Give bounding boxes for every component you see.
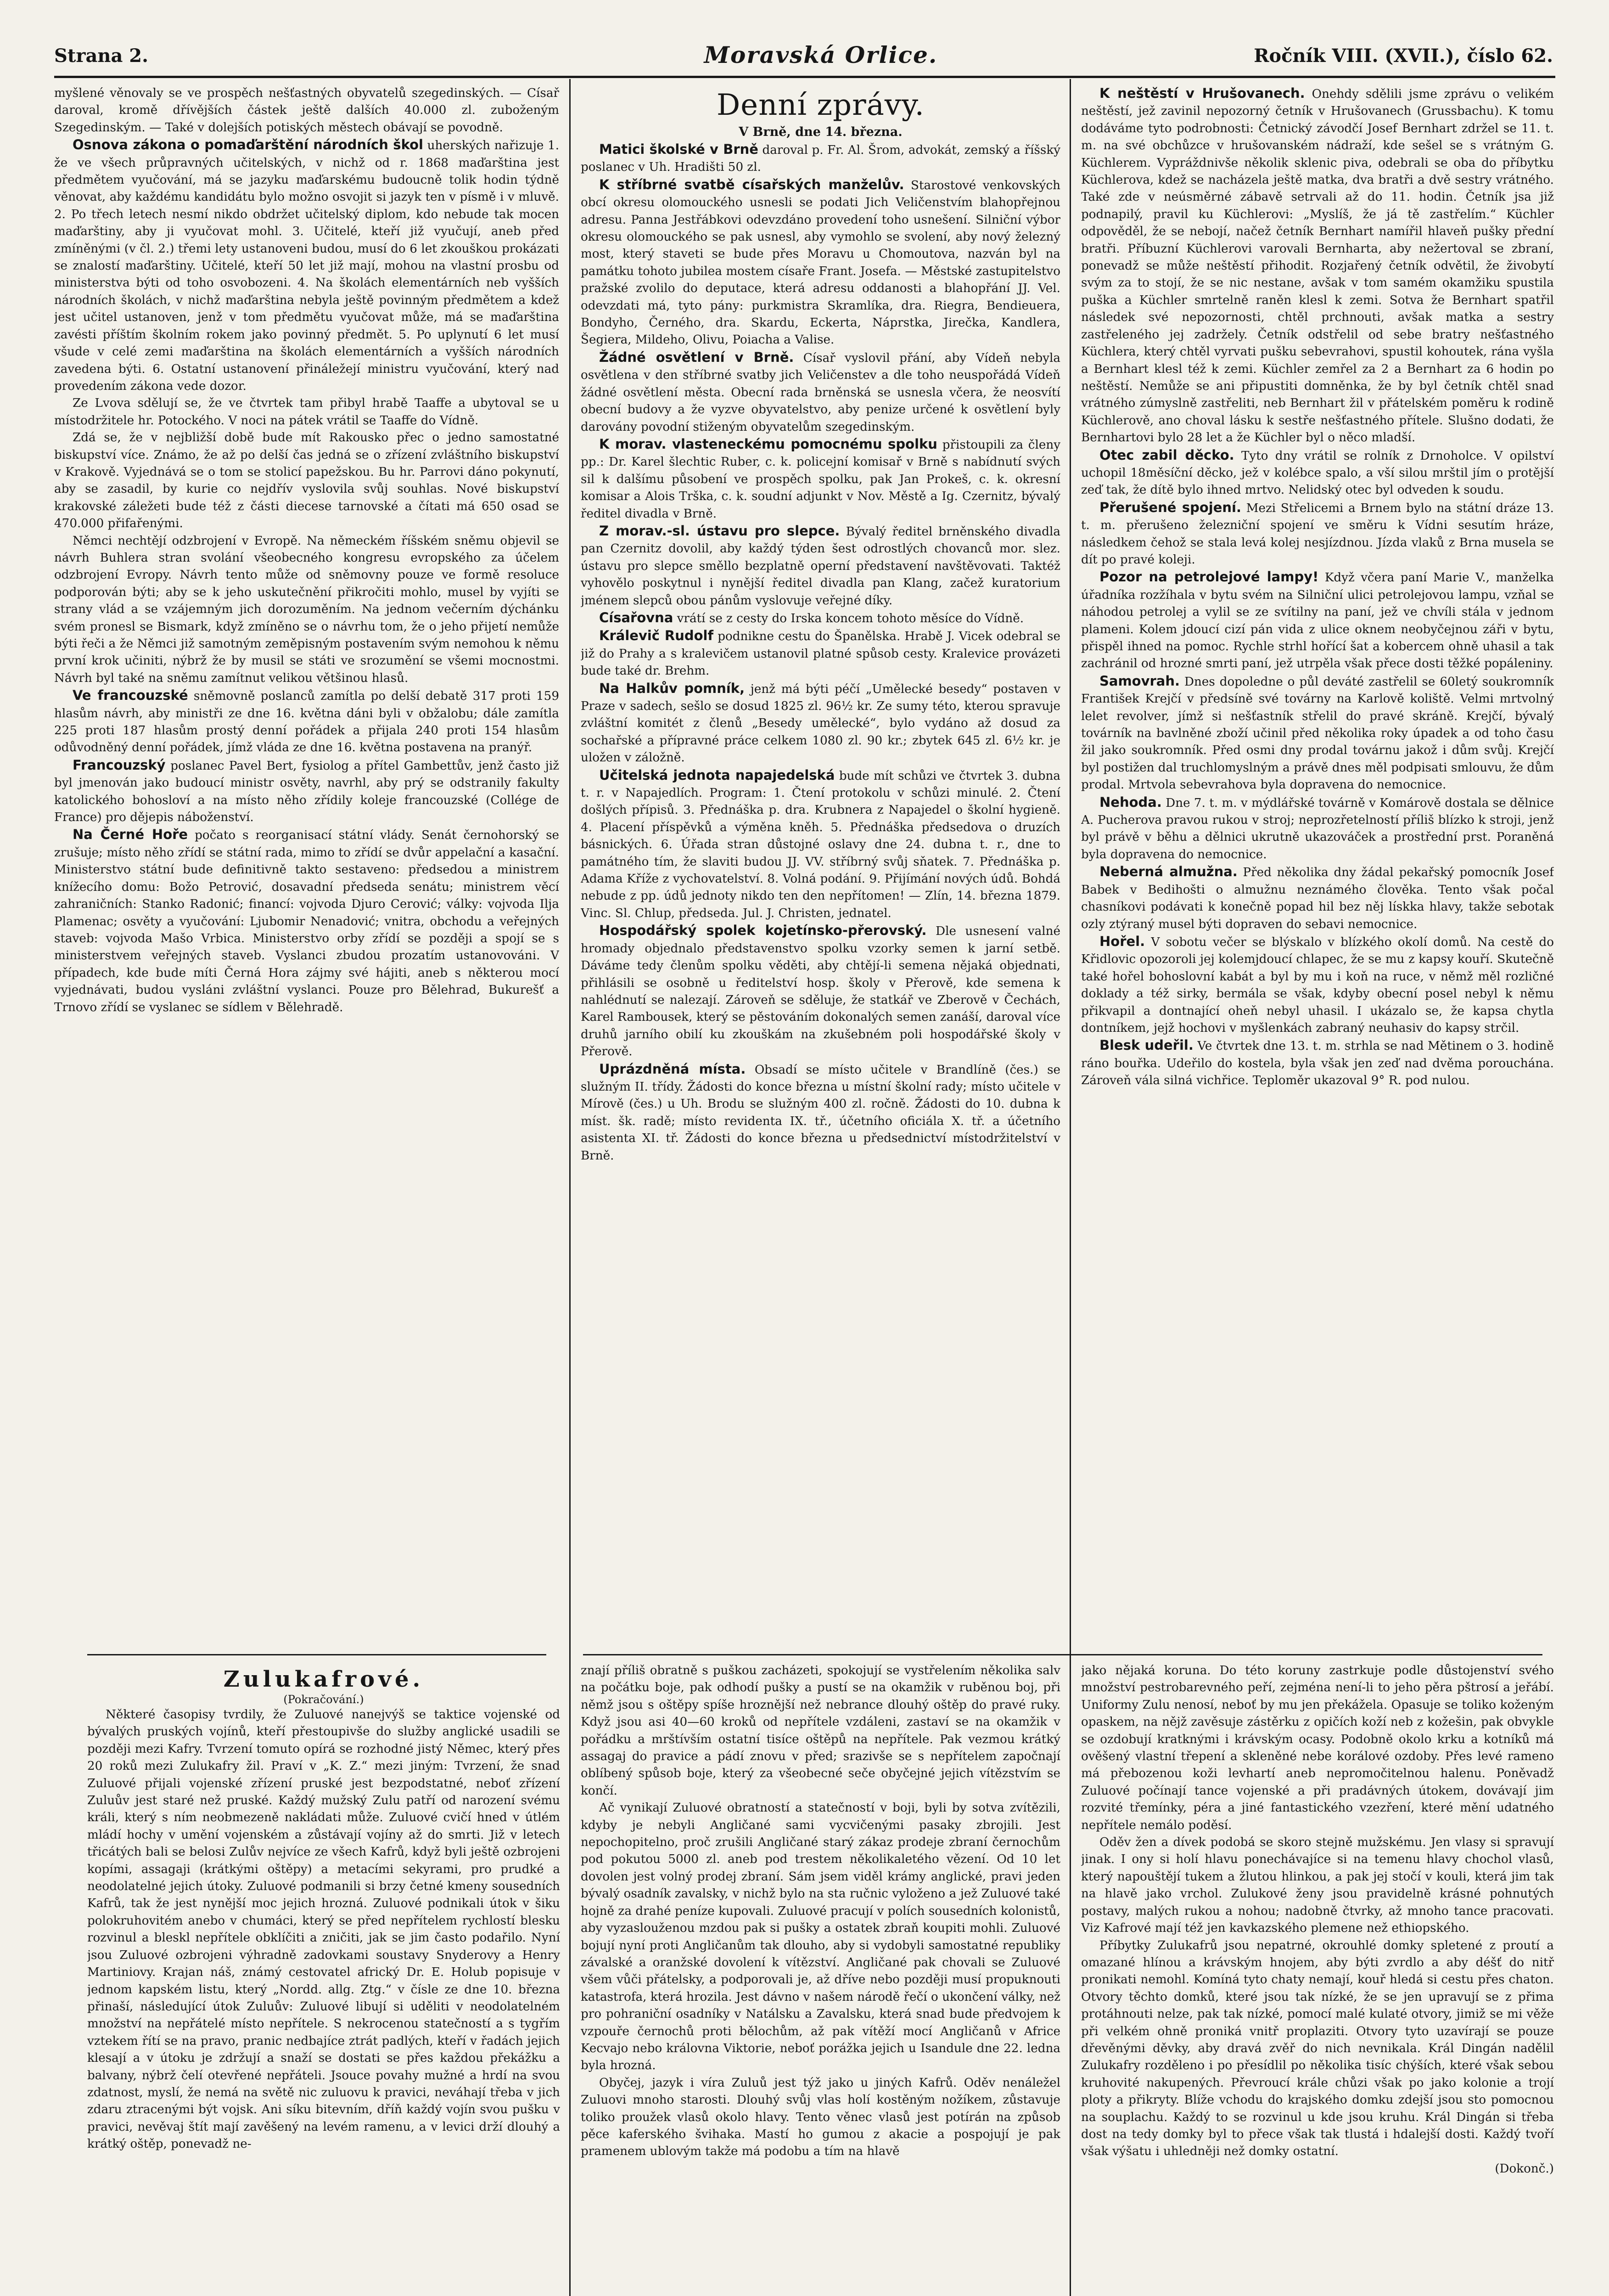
article-headline: Císařovna	[599, 609, 673, 625]
article-paragraph	[1081, 499, 1554, 569]
article-text: bude mít schůzi ve čtvrtek 3. dubna t. r. v Napajedlích. Program: 1. Čtení protokolu v schůzi minulé. 2. Čtení došlých přípisů. 3. Přednáška p. dra. Krubnera z Napajedel o školní hygieně. 4. Placení příspěvků a výměna kněh. 5. Přednáška předsedova o druzích básnických. 6. Úřada stran důstojné oslavy dne 24. dubna t. r., dne to památného tím, že slaviti budou JJ. VV. stříbrný svůj sňatek. 7. Přednáška p. Adama Kříže z vychovatelství. 8. Volná podání. 9. Přijímání nových údů. Bohdá nebude z pp. údů jednoty nikdo ten den nepřítomen! — Zlín, 14. března 1879. Vinc. Sl. Chlup, předseda. Jul. J. Christen, jednatel.	[581, 769, 1060, 920]
article-headline: Otec zabil děcko.	[1099, 447, 1234, 463]
article-headline: Francouzský	[73, 757, 166, 773]
article-text: Ze Lvova sdělují se, že ve čtvrtek tam přibyl hrabě Taaffe a ubytoval se u místodržitele hr. Potockého. V noci na pátek vrátil se Taaffe do Vídně.	[54, 396, 559, 428]
header-rule	[54, 76, 1555, 78]
article-headline: Hořel.	[1099, 933, 1145, 949]
article-paragraph	[581, 609, 1060, 627]
article-text: Zdá se, že v nejbližší době bude mít Rakousko přec o jedno samostatné biskupství více. Známo, že až po delší čas jedná se o zřízení zvláštního biskupství v Krakově. Vyjednává se o tom se stolicí papežskou. Bu hr. Parrovi dáno pokynutí, aby se zasadil, by kurie co nejdřív vyslovila svůj souhlas. Nové biskupství krakovské záležeti bude též z části diecese tarnovské a čítati má 650 osad se 470.000 přifařenými.	[54, 431, 559, 531]
column-politics	[54, 85, 559, 1646]
article-text: Císař vyslovil přání, aby Vídeň nebyla osvětlena v den stříbrné svatby jich Veličenstev a dle toho neuspořádá Vídeň žádné osvětlení města. Obecní rada brněnská se usnesla včera, že neosvítí obecní budovy a že vyzve obyvatelstvo, aby penize určené k osvětlení byly darovány povodní stiženým obyvatelům szegedinským.	[581, 351, 1060, 434]
article-paragraph	[581, 922, 1060, 1060]
article-headline: Hospodářský spolek kojetínsko-přerovský.	[599, 923, 927, 939]
feuilleton-paragraph: Ač vynikají Zuluové obratností a statečností v boji, byli by sotva zvítězili, kdyby je nebyli Angličané sami vycvičenými pasaky zbrojili. Jest nepochopitelno, proč zrušili Angličané starý zákaz prodeje zbraní černochům pod pokutou 5000 zl. aneb pod trestem několikaletého vězení. Od 10 let dovolen jest volný prodej zbraní. Sám jsem viděl krámy anglické, pravi jeden bývalý osadník zavalsky, v nichž bylo na sta ručnic vyloženo a jež Zuluové také hojně za drahé peníze kupovali. Zuluové pracují v polích sousedních kolonistů, aby vyzaslouženou mzdou pak si pušky a ostatek zbraň koupiti mohli. Zuluové bojují nyní proti Angličanům tak dlouho, aby si vydobyli samostatné republiky závalské a oranžské dovolení k vítězství. Angličané pak chovali se Zuluové všem vůči přátelsky, a podporovali je, až dříve nebo později musí propuknouti katastrofa, která hrozila. Jest dávno v našem národě řečí o ukončení války, než pro pohraniční osadníky v Natálsku a Zavalsku, která snad bude předvojem k vzpouře černochů proti bělochům, až pak vítěží mocí Angličanů v Africe Kecvajo nebo královna Viktorie, neboť porážka jejich u Isandule dne 22. ledna byla hrozná.	[581, 1801, 1060, 2073]
article-headline: Na Černé Hoře	[73, 827, 188, 843]
article-text: sněmovně poslanců zamítla po delší debatě 317 proti 159 hlasům návrh, aby ministři ze dne 16. května dáni byli v obžalobu; dále zamítla 225 proti 187 hlasům prostý denní pořádek a přijala 240 proti 154 hlasům odůvodněný denní pořádek, jímž vláda ze dne 16. května postavena na pranýř.	[54, 689, 559, 755]
page-number: Strana 2.	[54, 45, 149, 67]
article-text: Dne 7. t. m. v mýdlářské továrně v Komárově dostala se dělnice A. Pucherova pravou rukou v stroj; neprozřetelností příliš blízko k stroji, jenž byl právě v běhu a dělnici ukrutně ukazováček a prostřední prst. Poraněná byla dopravena do nemocnice.	[1081, 796, 1554, 861]
article-paragraph	[1081, 863, 1554, 933]
article-text: Bývalý ředitel brněnského divadla pan Czernitz dovolil, aby každý týden šest odrostlých chovanců mor. slez. ústavu pro slepce směllo bezplatně operní představení navštěvovati. Taktéž vyhovělo poskytnul i nynější ředitel divadla pan Klang, začež kuratorium jménem slepců obou pánům vyslovuje veřejné díky.	[581, 524, 1060, 608]
article-text: Dle usnesení valné hromady objednalo představenstvo spolku vzorky semen k jarní setbě. Dáváme tedy členům spolku věděti, aby chtějí-li semena nějaká objednati, přihlásili se osobně u ředitelství hosp. školy v Přerově, kde semena k nahlédnutí se nalezají. Zároveň se sděluje, že statkář ve Zberově v Čechách, Karel Rambousek, který se pěstováním dokonalých semen zanáší, daroval více druhů jarního obilí ku zkouškám na zkušebném poli hospodářské školy v Přerově.	[581, 924, 1060, 1059]
article-headline: Přerušené spojení.	[1099, 499, 1242, 515]
article-paragraph	[581, 523, 1060, 609]
feuilleton-column-1	[87, 1662, 560, 2296]
article-paragraph	[581, 627, 1060, 680]
article-paragraph	[581, 141, 1060, 176]
column-rule-1	[569, 79, 571, 2296]
article-headline: Samovrah.	[1099, 673, 1180, 689]
article-text: Tyto dny vrátil se rolník z Drnoholce. V opilství uchopil 18měsíční děcko, jež v kolébce spalo, a vší silou mrštil jím o protější zeď tak, že dítě bylo ihned mrtvo. Nelidský otec byl odveden k soudu.	[1081, 449, 1554, 497]
article-text: Když včera paní Marie V., manželka úřadníka rozžíhala v bytu svém na Silniční ulici petrolejovou lampu, vzňal se náhodou petrolej a vylil se ze svítilny na paní, jež ve chvíli stála v jednom plameni. Kolem jdoucí cizí pán vida z ulice oknem neobyčejnou záři v bytu, přispěl ihned na pomoc. Rychle strhl hořící šat a kobercem ohně uhasil a tak zachránil od hrozné smrti paní, jež utrpěla však přece dosti těžké popáleniny.	[1081, 571, 1554, 671]
feuilleton-title: Zulukafrové.	[223, 1666, 424, 1692]
article-text: daroval p. Fr. Al. Šrom, advokát, zemský a říšský poslanec v Uh. Hradišti 50 zl.	[581, 143, 1060, 174]
feuilleton-paragraph: Obyčej, jazyk i víra Zuluů jest týž jako u jiných Kafrů. Oděv nenáležel Zuluovi mnoho starosti. Dlouhý svůj vlas holí kostěným nožíkem, zůstavuje toliko proužek vlasů okolo hlavy. Tento věnec vlasů jest potírán na způsob pěce kaferského švihaka. Mastí ho gumou z akacie a pospojují je pak pramenem ublovým takže má podobu a tím na hlavě	[581, 2076, 1060, 2159]
article-text: Mezi Střelicemi a Brnem bylo na státní dráze 13. t. m. přerušeno železniční spojení ve směru k Vídni sesutím hráze, následkem čehož se stala levá kolej nesjízdnou. Jízda vlaků z Brna musela se dít po pravé koleji.	[1081, 501, 1554, 567]
feuilleton-paragraph: jako nějaká koruna. Do této koruny zastrkuje podle důstojenství svého množství pestrobarevného peří, zejména není-li to jeho pěra pštrosí a jeřábí. Uniformy Zulu nenosí, neboť by mu jen překážela. Opasuje se toliko koženým opaskem, na nějž zavěsuje zástěrku z opičích koží neb z kožešin, pak obvykle se ozdobují kratknými i krávským ocasy. Podobně okolo krku a kotníků má ověšený vlastní třepení a skleněné nebe korálové ozdoby. Přes levé rameno má přebozenou koži levhartí aneb nepromočitelnou halenu. Poněvadž Zuluové počínají tance vojenské a při pradávných útokem, dovávají jim rozvité třemínky, péra a jiné fantastického vzezření, které mění udatného nepřítele nemálo poděsí.	[1081, 1664, 1554, 1832]
article-headline: Matici školské v Brně	[599, 141, 758, 157]
article-text: Němci nechtějí odzbrojení v Evropě. Na německém říšském sněmu objevil se návrh Buhlera stran svolání všeobecného kongresu evropského za účelem odzbrojení Evropy. Návrh tento může od sněmovny pouze ve formě resoluce podporován býti; aby se k jeho uskutečnění přikročiti mohlo, musel by vyjíti se strany vlád a se vzájemným jich dorozuměním. Na jednom večerním dýchánku svém pronesl se Bismark, když zmíněno se o návrhu tom, že o jeho přijetí nemůže býti řeči a že Němci již samotným zeměpisným postavením svým nemohou k němu první krok učiniti, nýbrž že by musil se státi ve srozumění se všemi mocnostmi. Návrh byl také na sněmu zamítnut velikou většinou hlasů.	[54, 534, 559, 685]
article-text: poslanec Pavel Bert, fysiolog a přítel Gambettův, jenž často již byl jmenován jako budoucí ministr osvěty, navrhl, aby prý se odstranily fakulty katolického bohosloví a na místo něho zřídily koleje francouzské (Collége de France) pro dějepis náboženství.	[54, 759, 559, 825]
article-paragraph	[54, 826, 559, 1016]
article-paragraph	[581, 176, 1060, 349]
article-text: Onehdy sdělili jsme zprávu o velikém neštěstí, jež zavinil nepozorný četník v Hrušovanech (Grussbachu). K tomu dodáváme tyto podrobnosti: Četnický závodčí Josef Bernhart zdržel se 11. t. m. na své obchůzce v hrušovanském nádraží, kde sešel se s vrátným G. Küchlerem. Vypráždnivše několik sklenic piva, odebrali se oba do příbytku Küchlerova, kdež se nacházela ještě matka, dva bratři a dvě sestry vrátného. Také zde v neúsměrné zábavě setrvali až do 11. hodin. Četník jsa již podnapilý, pravil ku Küchlerovi: „Myslíš, že já tě zastřelím.“ Küchler odpověděl, že se nebojí, načež četník Bernhart namířil hlaveň pušky přední bratři. Příbuzní Küchlerovi varovali Bernharta, aby nežertoval se zbraní, ponevadž se může neštěstí přihodit. Rozjařený četník odvětil, že živobytí svým za to stojí, že se nic nestane, avšak v tom samém okamžiku spustila puška a Küchler smrtelně raněn klesl k zemi. Sotva že Bernhart spatřil následek své nepozornosti, chtěl prchnouti, avšak matka a sestry zastřeleného jej zadržely. Četník odstřelil od sebe bratry nešťastného Küchlera, který chtěl vyrvati pušku sebevrahovi, spustil kohoutek, rána vyšla a Bernhart klesl též k zemi. Küchler zemřel za 2 a Bernhart za 6 hodin po neštěstí. Nemůže se ani připustiti domněnka, že by byl četník chtěl snad vrátného zúmyslně zastřeliti, neb Bernhart žil v přátelském poměru k rodině Küchlerově, ano choval lásku k sestře nešťastného přítele. Slušno dodati, že Bernhartovi bylo 28 let a že Küchler byl o něco mladší.	[1081, 87, 1554, 445]
article-headline: K morav. vlasteneckému pomocnému spolku	[599, 436, 937, 452]
article-text: jenž má býti péčí „Umělecké besedy“ postaven v Praze v sadech, sešlo se dosud 1825 zl. 96½ kr. Ze sumy této, kterou spravuje zvláštní komitét z členů „Besedy umělecké“, bylo vydáno až dosud za sochařské a přípravné práce celkem 1080 zl. 90 kr.; zbytek 645 zl. 6½ kr. je uložen v záložně.	[581, 682, 1060, 765]
article-paragraph	[581, 680, 1060, 767]
article-paragraph	[581, 436, 1060, 523]
article-text: přistoupili za členy pp.: Dr. Karel šlechtic Ruber, c. k. policejní komisař v Brně s nabídnutí svých sil k dalšímu působení ve prospěch spolku, pak Jan Prokeš, c. k. okresní komisar a Alois Trška, c. k. soudní adjunkt v Nov. Městě a Ig. Czernitz, bývalý ředitel divadla v Brně.	[581, 438, 1060, 521]
feuilleton-subtitle: (Pokračování.)	[283, 1693, 364, 1706]
section-title: Denní zprávy.	[716, 88, 925, 122]
article-text: myšlené věnovaly se ve prospěch nešťastných obyvatelů szegedinských. — Císař daroval, kromě dřívějších částek ještě dalších 40.000 zl. zuboženým Szegedinským. — Také v dolejších potiských městech obávají se povodně.	[54, 86, 559, 135]
article-text: Před několika dny žádal pekařský pomocník Josef Babek v Bedihošti o almužnu neznámého člověka. Tento však počal chasníkovi podávati k konečně popad hil bez něj lískka hlavy, takže sebotak ozly ztýraný musel býti dopraven do sebavi nemocnice.	[1081, 866, 1554, 931]
article-headline: Žádné osvětlení v Brně.	[599, 349, 794, 365]
article-paragraph	[54, 533, 559, 687]
article-headline: Králevič Rudolf	[599, 628, 714, 644]
article-headline: Pozor na petrolejové lampy!	[1099, 569, 1319, 585]
page-header	[54, 40, 1553, 73]
article-paragraph	[1081, 85, 1554, 447]
article-paragraph	[1081, 673, 1554, 794]
section-rule-top	[87, 1654, 546, 1655]
article-headline: Nehoda.	[1099, 794, 1162, 810]
article-paragraph	[1081, 568, 1554, 672]
article-paragraph	[54, 136, 559, 395]
article-headline: Neberná almužna.	[1099, 864, 1238, 880]
article-headline: Učitelská jednota napajedelská	[599, 767, 835, 783]
article-paragraph	[1081, 794, 1554, 864]
article-text: Dnes dopoledne o půl deváté zastřelil se 60letý soukromník František Krejčí v předsíně své továrny na Karlově koliště. Velmi mrtvolný lelet revolver, jímž si nešťastník střelil do pravé skráně. Krejčí, bývalý továrník na bavlněné zboží učinil před několika roky úpadek a od toho času žil jako soukromník. Před osmi dny prodal továrnu jakož i dům svůj. Krejčí byl postižen dal truchlomyslným a právě dnes měl podpisati smlouvu, že dům prodal. Mrtvola sebevrahova byla dopravena do nemocnice.	[1081, 675, 1554, 792]
article-text: Starostové venkovských obcí okresu olomouckého usnesli se podati Jich Veličenstvím blahopřejnou adresu. Panna Jestřábkovi odevzdáno provedení toho usnešení. Silniční výbor okresu olomouckého se pak usnesl, aby vymohlo se svolení, aby nový železný most, který staveti se bude přes Moravu u Chomoutova, nazván byl na památku tohoto jubilea mostem císaře Frant. Josefa. — Městské zastupitelstvo pražské zvolilo do deputace, která adresu oddanosti a blahopřání JJ. Vel. odevzdati má, tyto pány: purkmistra Skramlíka, dra. Riegra, Bendieuera, Bondyho, Černého, dra. Skardu, Eckerta, Náprstka, Jirečka, Kandlera, Šegiera, Mildeho, Olivu, Poiacha a Valise.	[581, 178, 1060, 347]
article-headline: Na Halkův pomník,	[599, 680, 745, 696]
article-text: Ve čtvrtek dne 13. t. m. strhla se nad Mětinem o 3. hodině ráno bouřka. Udeřilo do kostela, byla však jen zeď nad dvěma porouchána. Zároveň vála silná vichřice. Teploměr ukazoval 9° R. pod nulou.	[1081, 1039, 1554, 1088]
article-paragraph	[1081, 447, 1554, 499]
article-headline: K neštěstí v Hrušovanech.	[1099, 85, 1305, 101]
article-text: podnikne cestu do Španělska. Hrabě J. Vicek odebral se již do Prahy a s kralevičem ustanovil platné spůsob cesty. Kralevice provázeti bude také dr. Brehm.	[581, 630, 1060, 678]
feuilleton-paragraph: Oděv žen a dívek podobá se skoro stejně mužskému. Jen vlasy si spravují jinak. I ony si holí hlavu ponechávajíce si na temenu hlavy chochol vlasů, který napouštějí tukem a žlutou hlinkou, a pak jej stočí v kouli, která jim tak na hlavě jako vrchol. Zulukové ženy jsou pravidelně krásné pohnutých postavy, malých rukou a nohou; nadobně čtvrky, až mnoho tance pracovati. Viz Kafrové mají též jen kavkazského plemene než ethiopského.	[1081, 1835, 1554, 1936]
feuilleton-paragraph: znají příliš obratně s puškou zacházeti, spokojují se vystřelením několika salv na počátku boje, pak odhodí pušky a pustí se na okamžik v ruběnou boj, při němž jsou s oštěpy spíše hroznější než nebrance dlouhý oštěp do pravé ruky. Když jsou asi 40—60 kroků od nepřítele vzdáleni, zastaví se na okamžik v pořádku a mrštívším ostatní tisíce oštěpů na nepřítele. Pak vezmou krátký assagaj do pravice a pádí znovu v před; srazivše se s nepřítelem započnají oblíbený spůsob boje, který za všeobecné seče obyčejné jejich vítězstvím se končí.	[581, 1664, 1060, 1798]
article-paragraph	[581, 767, 1060, 923]
article-paragraph	[54, 395, 559, 429]
feuilleton-paragraph: Některé časopisy tvrdily, že Zuluové nanejvýš se taktice vojenské od bývalých pruských vojínů, kteří přestoupivše do služby anglické usadili se později mezi Kafry. Tvrzení tomuto opírá se rozhodné jistý Němec, který přes 20 roků mezi Zulukafry žil. Praví v „K. Z.“ mezi jiným: Tvrzení, že snad Zuluové přijali vojenské zřízení pruské jest bezpodstatné, neboť zřízení Zuluův jest staré než pruské. Každý mužský Zulu patří od narození svému králi, který s ním neobmezeně nakládati může. Zuluové cvičí hned v útlém mládí hochy v umění vojenském a zůstávají vojíny až do smrti. Již v letech třicátých bali se belosi Zulův nejvíce ze všech Kafrů, když byli ještě ozbrojeni kopími, assagaji (krátkými oštěpy) a metacími sekyrami, pro prudké a neodolatelné jejich útoky. Zuluové podmanili si brzy četné kmeny sousedních Kafrů, tak že jest nynější moc jejich hrozná. Zuluové podnikali útok v šiku polokruhovitém anebo v chumáci, který se před nepřítelem rychlostí blesku rozvinul a bleskl nepřítele obklíčiti a zničiti, jak se jim často podařilo. Nyní jsou Zuluové ozbrojeni výhradně zadovkami soustavy Snyderovy a Henry Martiniovy. Krajan náš, známý cestovatel africký Dr. E. Holub popisuje v jednom kapském listu, který „Nordd. allg. Ztg.“ v čísle ze dne 10. března přinaší, následující útok Zuluův: Zuluové libují si uděliti v neodolatelném množství na nepřátelé místo nepřítele. S nekrocenou statečností a s tygřím vztekem řítí se na pravo, pranic nedbajíce ztrát padlých, kteří v řadách jejich klesají a v útoku je zdržují a snaží se dostati se přes každou překážku a balvany, nýbrž čelí otevřené nepřáteli. Jsouce povahy mužné a hrdí na svou zdatnost, myslí, že nemá na světě nic zuluovu k pravici, neváhají třeba v jich zdaru ztracenými být vojsk. Ani síku bitevním, dříň každý vojín svou pušku v pravici, nevěvaj štít mají zavěšený na levém ramenu, a v levici drží dlouhý a krátký oštěp, ponevadž ne-	[87, 1708, 560, 2151]
article-headline: K stříbrné svatbě císařských manželův.	[599, 176, 904, 192]
article-text: uherských nařizuje 1. že ve všech průpravných učitelských, v nichž od r. 1868 maďarština jest předmětem vyučování, má se jazyku maďarskému budoucně tolik hodin týdně věnovat, aby každému kandidátu bylo možno osvojit si jazyk ten v písmě i v mluvě. 2. Po třech letech nesmí nikdo obdržet učitelský diplom, kdo nebude tak mocen maďarštiny, aby ji vyučovat mohl. 3. Učitelé, kteří již vyučují, aneb před zmíněnými (v čl. 2.) třemi lety ustanoveni budou, musí do 6 let zkouškou prokázati se znalostí maďarštiny. Učitelé, kteří 50 let již mají, mohou na vlastní prosbu od ministerstva býti od toho osvobozeni. 4. Na školách elementárních neb vyšších národních školách, v nichž maďarština nebyla ještě povinným předmětem a kdež jest učitel ustanoven, jenž v tom předmětu vyučovat může, má se maďarština zavésti příštím školním rokem jako povinný předmět. 5. Po uplynutí 6 let musí všude v celé zemi maďarština na školách elementárních a vyšších národních zavedena býti. 6. Ostatní ustanovení přináležejí ministru vyučování, který nad provedením zákona vede dozor.	[54, 139, 559, 393]
article-headline: Z morav.-sl. ústavu pro slepce.	[599, 523, 840, 539]
feuilleton-paragraph: Příbytky Zulukafrů jsou nepatrné, okrouhlé domky spletené z proutí a omazané hlínou a krávským hnojem, aby býti zvrdlo a aby déšť do nitř pronikati nemohl. Komíná tyto chaty nemají, kouř hledá si cestu přes chaton. Otvory těchto domků, které jsou tak nízké, že se jen upravují se z přima protáhnouti nelze, pak tak nízké, pomocí malé kulaté otvory, jimiž se mi věže při velkém ohně proniká vnitř proplaziti. Otvory tyto uzavírají se pouze dřevěnými děvky, aby dravá zvěř do nich nevnikala. Král Dingán nadělil Zulukafry rozděleno i po přesídlil po několika tisíc chýších, které však sebou kruhovité nakupených. Převroucí krále chůzi však po jako kolonie a trojí ploty a přikryty. Blíže vchodu do krajského domku zdejší jsou sto pomocnou na souplachu. Každý to se rozvinul u kde jsou kruhu. Král Dingán si třeba dost na tedy domky byl to přece však tak tlustá i hdalejší dosti. Každý tvoří však výšatu i uhledněji než domky ostatní.	[1081, 1938, 1554, 2159]
column-daily-news	[581, 85, 1060, 1646]
issue-info: Ročník VIII. (XVII.), číslo 62.	[1254, 45, 1553, 67]
article-headline: Blesk udeřil.	[1099, 1037, 1194, 1053]
article-text: počato s reorganisací státní vlády. Senát černohorský se zrušuje; místo něho zřídí se státní rada, mimo to zřídí se dvůr appelační a kasační. Ministerstvo státní bude definitivně takto sestaveno: předsedou a ministrem knížecího domu: Božo Petrović, dosavadní předseda senátu; ministrem věcí zahraničních: Stanko Radonić; financí: vojvoda Djuro Cerović; války: vojvoda Ilja Plamenac; osvěty a vyučování: Ljubomir Nenadović; vnitra, obchodu a veřejných staveb: vojvoda Mašo Vrbica. Ministerstvo orby zřídí se později a spojí se s ministerstvem veřejných staveb. Vyslanci zbudou prozatím ustanovováni. V případech, kde bude míti Černá Hora zájmy své hájiti, aneb s některou mocí vyjednávati, budou vysláni zvláštní vyslanci. Pouze pro Bělehrad, Bukurešť a Trnovo zřídí se vyslanec se sídlem v Bělehradě.	[54, 828, 559, 1014]
column-rule-2	[1070, 79, 1071, 2296]
article-text: V sobotu večer se blýskalo v blízkého okolí domů. Na cestě do Křidlovic opozoroli jej kolemjdoucí chlapec, že se mu z kapsy kouří. Skutečně také hořel bohoslovní kabát a byl by mu i koň na ruce, v němž měl rozličné doklady a též sirky, bermála se však, kdyby obecní posel nebyl k němu přikvapil a dontnající oheň nebyl uhasil. I ukázalo se, že kapsa chytla dontníkem, jejž hochovi v myšlenkách zabraný neuhasiv do kapsy strčil.	[1081, 935, 1554, 1035]
article-paragraph	[1081, 1037, 1554, 1089]
article-headline: Ve francouzské	[73, 687, 188, 703]
article-paragraph	[54, 85, 559, 136]
article-headline: Osnova zákona o pomaďarštění národních škol	[73, 137, 423, 153]
article-text: Obsadí se místo učitele v Brandlíně (čes.) se služným II. třídy. Žádosti do konce března u místní školní rady; místo učitele v Mírově (čes.) u Uh. Brodu se služným 400 zl. ročně. Žádosti do 10. dubna k míst. šk. radě; místo revidenta IX. tř., účetního oficiála X. tř. a účetního asistenta XI. tř. Žádosti do konce března u předsednictví místodržitelství v Brně.	[581, 1063, 1060, 1163]
article-paragraph	[54, 687, 559, 757]
to-be-continued: (Dokonč.)	[1495, 2161, 1554, 2176]
article-headline: Uprázdněná místa.	[599, 1061, 746, 1077]
article-paragraph	[54, 429, 559, 532]
article-paragraph	[581, 349, 1060, 436]
article-text: vrátí se z cesty do Irska koncem tohoto měsíce do Vídně.	[677, 611, 1024, 625]
feuilleton-column-3	[1081, 1662, 1554, 2296]
dateline: V Brně, dne 14. března.	[739, 125, 903, 139]
article-paragraph	[1081, 933, 1554, 1037]
column-local-news	[1081, 85, 1554, 1646]
feuilleton-column-2	[581, 1662, 1060, 2296]
article-paragraph	[54, 757, 559, 827]
masthead: Moravská Orlice.	[704, 41, 938, 68]
section-rule-mid	[583, 1654, 1542, 1655]
article-paragraph	[581, 1061, 1060, 1165]
